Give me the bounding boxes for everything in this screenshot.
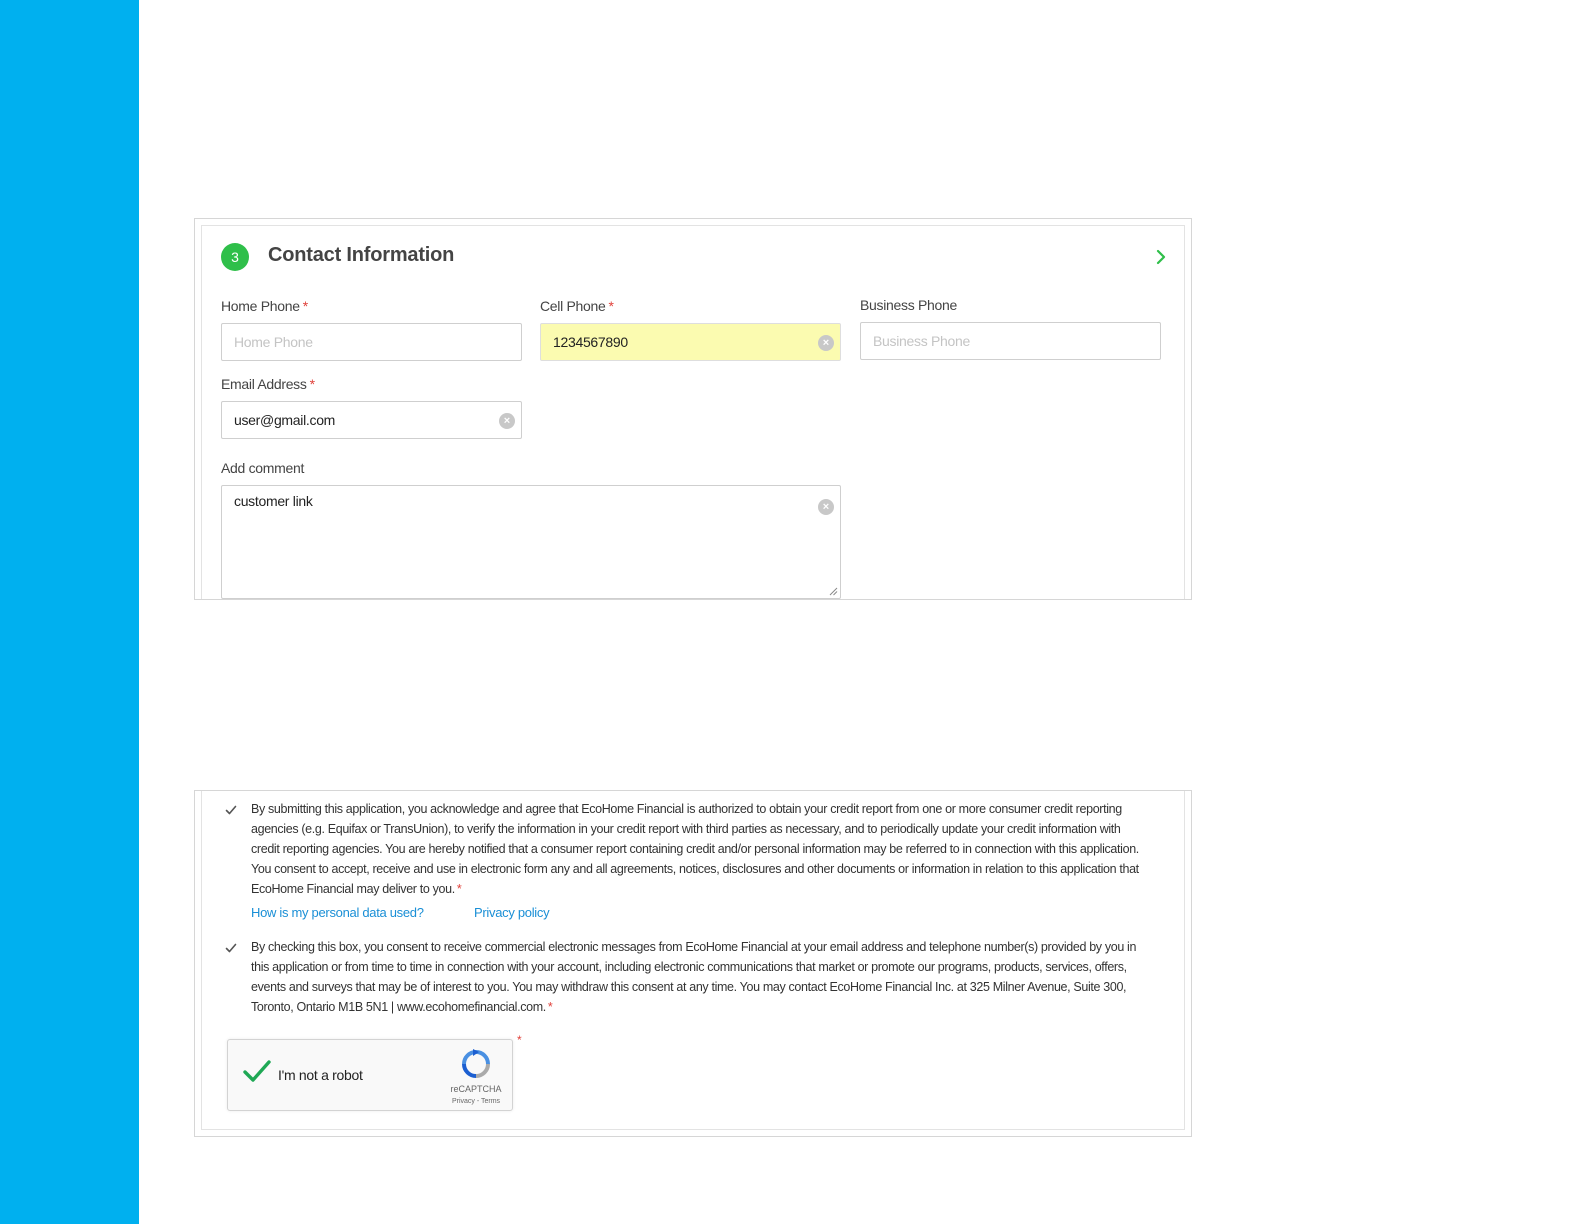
recaptcha-branding: [440, 1040, 512, 1112]
home-phone-label: Home Phone *: [221, 298, 308, 314]
comment-label: Add comment: [221, 460, 305, 476]
marketing-consent-text: By checking this box, you consent to receive commercial electronic messages from EcoHome Financial at your email address and telephone number(s) provided by you in this application or from time to time in connection with your account, including electronic communications that market or promote our programs, products, services, offers, events and surveys that may be of interest to you. You may withdraw this consent at any time. You may contact EcoHome Financial Inc. at 325 Milner Avenue, Suite 300, Toronto, Ontario M1B 5N1 | www.ecohomefinancial.com. *: [251, 940, 1137, 1014]
step-number-badge: 3: [221, 243, 249, 271]
cell-phone-field[interactable]: [540, 323, 841, 361]
business-phone-input[interactable]: [861, 323, 1160, 359]
section-title: Contact Information: [268, 244, 455, 266]
required-marker: *: [547, 1000, 553, 1014]
contact-info-card: [194, 218, 1192, 600]
contact-info-panel: [201, 225, 1185, 600]
business-phone-field[interactable]: [860, 322, 1161, 360]
credit-consent-text: By submitting this application, you acknowledge and agree that EcoHome Financial is authorized to obtain your credit report from one or more consumer credit reporting agencies (e.g. Equifax or TransUnion), to verify the information in your credit report with third parties as necessary, and to periodically update your credit information with credit reporting agencies. You are hereby notified that a consumer report containing credit and/or personal information may be referred to in connection with this application. You consent to accept, receive and use in electronic form any and all agreements, notices, disclosures and other documents or information in relation to this application that EcoHome Financial may deliver to you. *: [251, 802, 1139, 896]
comment-field[interactable]: [221, 485, 841, 599]
recaptcha-terms[interactable]: Privacy - Terms: [451, 1098, 501, 1105]
credit-consent-checkbox[interactable]: [224, 803, 238, 817]
email-label: Email Address *: [221, 376, 315, 392]
required-marker: *: [456, 882, 462, 896]
privacy-policy-link[interactable]: Privacy policy: [474, 905, 550, 920]
home-phone-field[interactable]: [221, 323, 522, 361]
clear-icon[interactable]: ×: [818, 499, 834, 515]
cell-phone-input[interactable]: [541, 324, 840, 360]
checkmark-icon[interactable]: [242, 1058, 272, 1084]
clear-icon[interactable]: ×: [499, 413, 515, 429]
required-marker: *: [517, 1033, 522, 1047]
left-brand-bar: [0, 0, 139, 1224]
required-marker: *: [309, 376, 315, 392]
consent-panel: [201, 790, 1185, 1130]
personal-data-link[interactable]: How is my personal data used?: [251, 905, 424, 920]
marketing-consent-checkbox[interactable]: [224, 941, 238, 955]
resize-handle-icon[interactable]: [828, 586, 838, 596]
home-phone-input[interactable]: [222, 324, 521, 360]
required-marker: *: [302, 298, 308, 314]
comment-textarea[interactable]: [222, 486, 840, 598]
email-field[interactable]: [221, 401, 522, 439]
cell-phone-label: Cell Phone *: [540, 298, 614, 314]
consent-card: [194, 790, 1192, 1137]
recaptcha-logo-icon: [461, 1049, 491, 1079]
recaptcha-brand: reCAPTCHA: [450, 1084, 502, 1094]
clear-icon[interactable]: ×: [818, 335, 834, 351]
email-input[interactable]: [222, 402, 521, 438]
required-marker: *: [608, 298, 614, 314]
recaptcha-widget[interactable]: [227, 1039, 513, 1111]
recaptcha-label: I'm not a robot: [278, 1067, 363, 1083]
business-phone-label: Business Phone: [860, 297, 957, 313]
chevron-right-icon[interactable]: [1152, 248, 1170, 266]
